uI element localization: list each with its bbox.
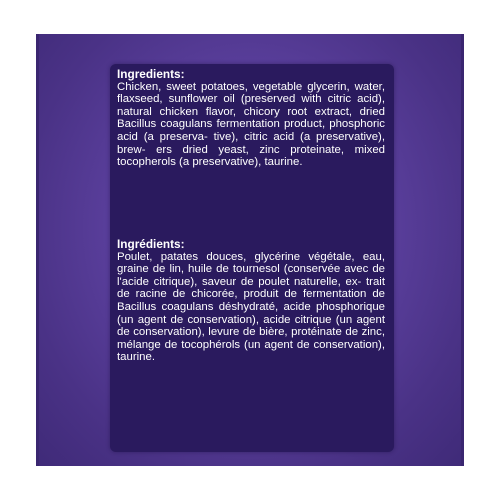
english-ingredients: [117, 68, 385, 169]
package-edge-right: [461, 34, 464, 466]
package-edge-left: [36, 34, 39, 466]
english-ingredients-heading: Ingredients:: [117, 67, 185, 81]
french-ingredients: [117, 238, 385, 364]
french-ingredients-text: Poulet, patates douces, glycérine végétale, eau, graine de lin, huile de tournesol (conservée avec de l'acide citrique), saveur de poulet naturelle, ex- trait de racine de chicorée, produit de fermentation de Bacillus coagulans déshydraté, acide phosphorique (un agent de conservation), acide citrique (un agent de conservation), levure de bière, protéinate de zinc, mélange de tocophérols (un agent de conservation), taurine.: [117, 250, 385, 364]
french-ingredients-heading: Ingrédients:: [117, 237, 185, 251]
english-ingredients-text: Chicken, sweet potatoes, vegetable glycerin, water, flaxseed, sunflower oil (preserved with citric acid), natural chicken flavor, chicory root extract, dried Bacillus coagulans fermentation product, phosphoric acid (a preserva- tive), citric acid (a preservative), brew- ers dried yeast, zinc proteinate, mixed tocopherols (a preservative), taurine.: [117, 80, 385, 169]
